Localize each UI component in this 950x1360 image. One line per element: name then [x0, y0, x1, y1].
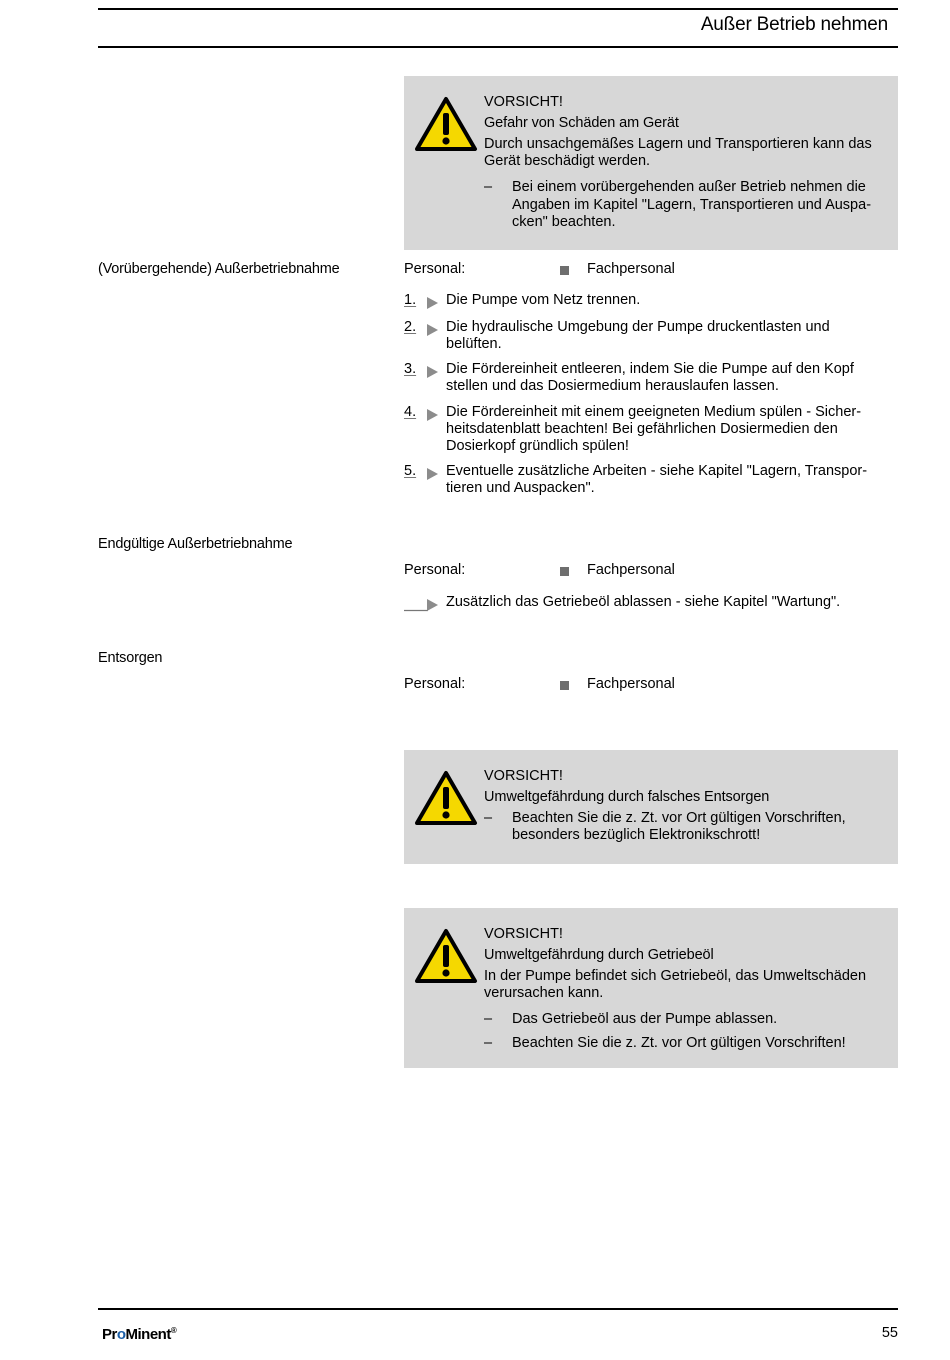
personal-value: Fachpersonal	[587, 676, 675, 692]
dash-bullet-icon: –	[484, 179, 493, 196]
warning-box-device-damage	[404, 76, 898, 250]
step-arrow-icon	[404, 598, 440, 612]
step-arrow-icon	[404, 408, 440, 422]
step-arrow-icon	[404, 365, 440, 379]
warning-bullet: – Beachten Sie die z. Zt. vor Ort gültigen Vorschriften, besonders bezüglich Elektronikschrott!	[484, 810, 846, 844]
personal-row	[404, 261, 898, 281]
step-number: 1.	[404, 292, 417, 308]
personal-row	[404, 562, 898, 582]
step-number: 2.	[404, 319, 417, 335]
step-arrow-icon	[404, 467, 440, 481]
step-number: 5.	[404, 463, 417, 479]
step-text: Die Pumpe vom Netz trennen.	[446, 292, 641, 308]
warning-bullet: – Das Getriebeöl aus der Pumpe ablassen.	[484, 1011, 778, 1028]
warning-heading: Umweltgefährdung durch Getriebeöl	[484, 947, 714, 964]
step-arrow-icon	[404, 296, 440, 310]
square-bullet-icon	[560, 567, 569, 576]
section-label-final: Endgültige Außerbetriebnahme	[98, 536, 293, 552]
warning-signal-word: VORSICHT!	[484, 94, 563, 110]
section-label-disposal: Entsorgen	[98, 650, 163, 666]
square-bullet-icon	[560, 266, 569, 275]
warning-bullet: – Beachten Sie die z. Zt. vor Ort gültigen Vorschriften!	[484, 1034, 846, 1051]
warning-box-disposal	[404, 750, 898, 864]
personal-label: Personal:	[404, 261, 466, 277]
step-number: 3.	[404, 361, 417, 377]
dash-bullet-icon: –	[484, 810, 493, 827]
warning-heading: Umweltgefährdung durch falsches Entsorgen	[484, 789, 770, 806]
page-number: 55	[881, 1325, 898, 1341]
step-number: 4.	[404, 404, 417, 420]
prominent-logo: ProMinent®	[102, 1326, 177, 1343]
warning-triangle-icon	[414, 770, 478, 826]
warning-triangle-icon	[414, 928, 478, 984]
square-bullet-icon	[560, 681, 569, 690]
warning-triangle-icon	[414, 96, 478, 152]
step-text: Die Fördereinheit mit einem geeigneten Medium spülen - Sicher-heitsdatenblatt beachten! Bei gefährlichen Dosiermedien den Dosierkopf gründlich spülen!	[446, 404, 862, 455]
personal-label: Personal:	[404, 562, 466, 578]
dash-bullet-icon: –	[484, 1034, 493, 1051]
step-text: Eventuelle zusätzliche Arbeiten - siehe Kapitel "Lagern, Transpor-tieren und Auspacken".	[446, 463, 868, 497]
warning-signal-word: VORSICHT!	[484, 926, 563, 942]
warning-signal-word: VORSICHT!	[484, 768, 563, 784]
personal-row	[404, 676, 898, 696]
personal-label: Personal:	[404, 676, 466, 692]
section-label-temporary: (Vorübergehende) Außerbetriebnahme	[98, 261, 340, 277]
step-text: Die Fördereinheit entleeren, indem Sie die Pumpe auf den Kopf stellen und das Dosiermedium herauslaufen lassen.	[446, 361, 854, 395]
personal-value: Fachpersonal	[587, 261, 675, 277]
personal-value: Fachpersonal	[587, 562, 675, 578]
step-arrow-icon	[404, 323, 440, 337]
page-title: Außer Betrieb nehmen	[700, 14, 888, 35]
warning-description: Durch unsachgemäßes Lagern und Transportieren kann das Gerät beschädigt werden.	[484, 136, 872, 170]
warning-box-gear-oil	[404, 908, 898, 1068]
header-bottom-rule	[98, 46, 898, 48]
warning-bullet: – Bei einem vorübergehenden außer Betrieb nehmen die Angaben im Kapitel "Lagern, Transportieren und Auspa-cken" beachten.	[484, 179, 872, 230]
warning-description: In der Pumpe befindet sich Getriebeöl, das Umweltschäden verursachen kann.	[484, 968, 867, 1002]
step-text: Die hydraulische Umgebung der Pumpe druckentlasten und belüften.	[446, 319, 830, 353]
header-top-rule	[98, 8, 898, 10]
dash-bullet-icon: –	[484, 1011, 493, 1028]
step-text: Zusätzlich das Getriebeöl ablassen - siehe Kapitel "Wartung".	[446, 594, 841, 610]
footer-rule	[98, 1308, 898, 1310]
warning-heading: Gefahr von Schäden am Gerät	[484, 115, 679, 132]
